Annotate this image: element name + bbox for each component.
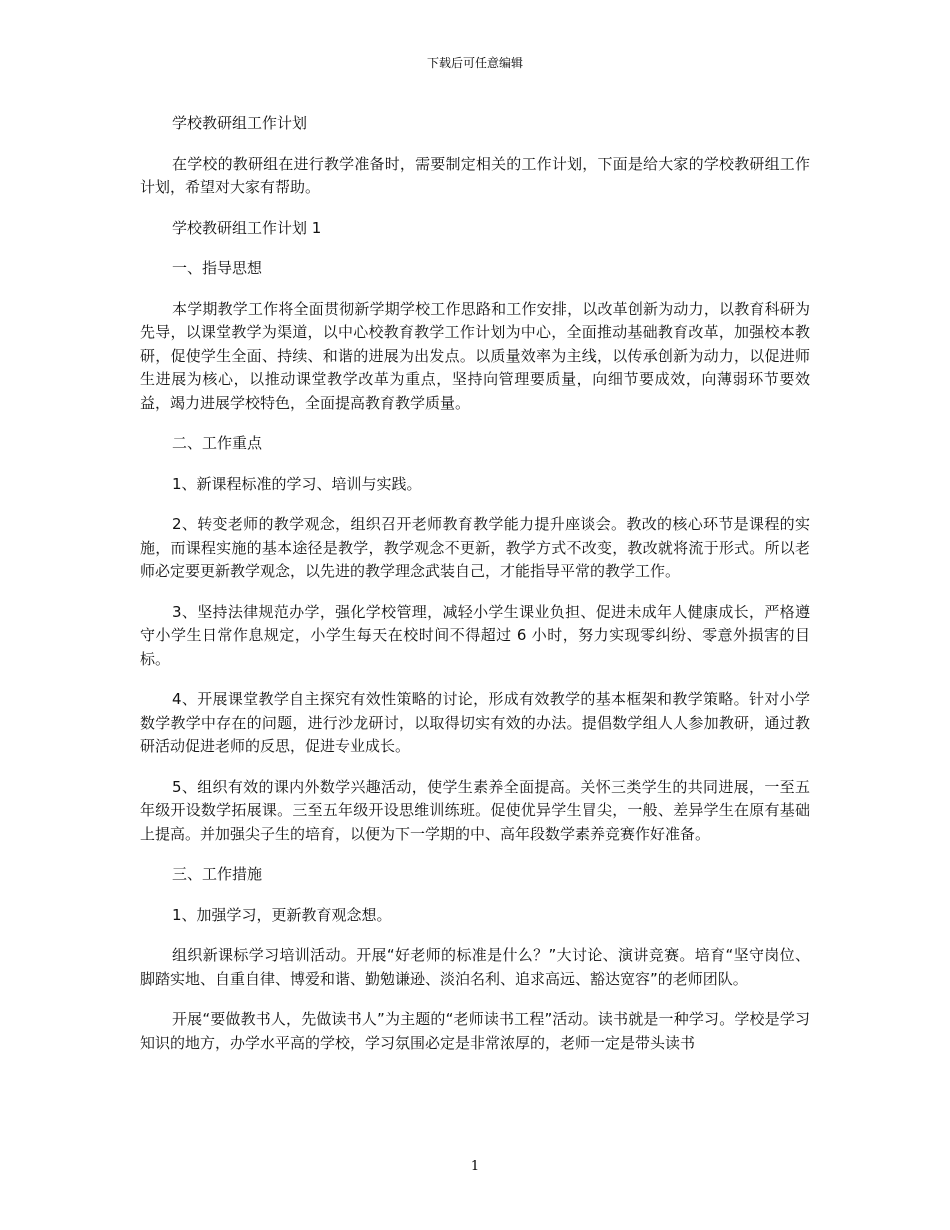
list-item: 3、坚持法律规范办学，强化学校管理，减轻小学生课业负担、促进未成年人健康成长，严格遵守小学生日常作息规定，小学生每天在校时间不得超过 6 小时，努力实现零纠纷、零意外损害的目标。 — [140, 602, 810, 668]
page-header: 下载后可任意编辑 — [426, 56, 523, 70]
document-body — [140, 112, 810, 1072]
paragraph: 本学期教学工作将全面贯彻新学期学校工作思路和工作安排，以改革创新为动力，以教育科研为先导，以课堂教学为渠道，以中心校教育教学工作计划为中心，全面推动基础教育改革，加强校本教研，促使学生全面、持续、和谐的进展为出发点。以质量效率为主线，以传承创新为动力，以促进师生进展为核心，以推动课堂教学改革为重点，坚持向管理要质量，向细节要成效，向薄弱环节要效益，竭力进展学校特色，全面提高教育教学质量。 — [140, 299, 810, 412]
section-heading-3: 三、工作措施 — [172, 865, 263, 883]
list-item: 1、加强学习，更新教育观念想。 — [172, 905, 392, 924]
list-item: 5、组织有效的课内外数学兴趣活动，使学生素养全面提高。关怀三类学生的共同进展，一至五年级开设数学拓展课。三至五年级开设思维训练班。促使优异学生冒尖，一般、差异学生在原有基础上提高。并加强尖子生的培育，以便为下一学期的中、高年段数学素养竞赛作好准备。 — [140, 777, 810, 843]
doc-title: 学校教研组工作计划 — [172, 114, 308, 132]
plan-heading: 学校教研组工作计划 1 — [172, 218, 322, 237]
page-number: 1 — [470, 1159, 480, 1174]
section-heading-2: 二、工作重点 — [172, 434, 263, 452]
list-item: 4、开展课堂教学自主探究有效性策略的讨论，形成有效教学的基本框架和教学策略。针对小学数学教学中存在的问题，进行沙龙研讨，以取得切实有效的办法。提倡数学组人人参加教研，通过教研活动促进老师的反思，促进专业成长。 — [140, 690, 810, 755]
intro-paragraph: 在学校的教研组在进行教学准备时，需要制定相关的工作计划，下面是给大家的学校教研组工作计划，希望对大家有帮助。 — [140, 154, 810, 196]
paragraph: 开展“要做教书人，先做读书人”为主题的“老师读书工程”活动。读书就是一种学习。学校是学习知识的地方，办学水平高的学校，学习氛围必定是非常浓厚的，老师一定是带头读书 — [140, 1010, 810, 1052]
list-item: 1、新课程标准的学习、培训与实践。 — [172, 474, 422, 493]
list-item: 2、转变老师的教学观念，组织召开老师教育教学能力提升座谈会。教改的核心环节是课程的实施，而课程实施的基本途径是教学，教学观念不更新，教学方式不改变，教改就将流于形式。所以老师必定要更新教学观念，以先进的教学理念武装自己，才能指导平常的教学工作。 — [140, 515, 810, 580]
section-heading-1: 一、指导思想 — [172, 259, 263, 277]
paragraph: 组织新课标学习培训活动。开展“好老师的标准是什么？”大讨论、演讲竞赛。培育“坚守岗位、脚踏实地、自重自律、博爱和谐、勤勉谦逊、淡泊名利、追求高远、豁达宽容”的老师团队。 — [140, 946, 810, 988]
